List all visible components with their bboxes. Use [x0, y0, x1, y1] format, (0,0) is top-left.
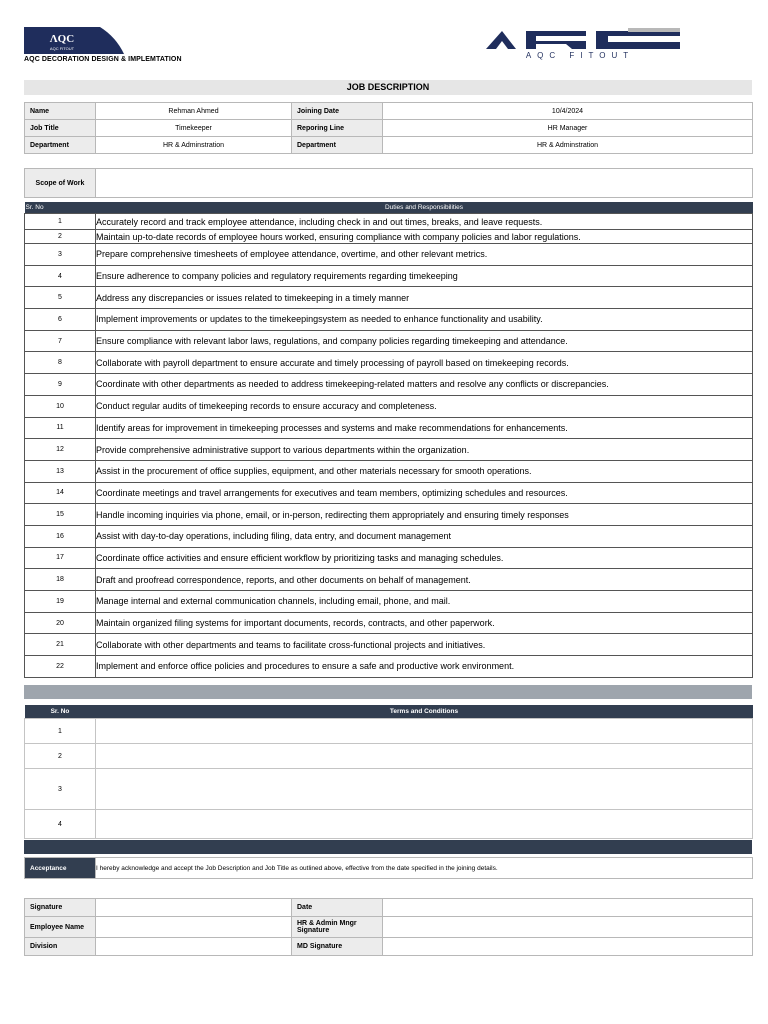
duty-number: 17: [25, 547, 96, 569]
duty-number: 5: [25, 287, 96, 309]
duty-text: Ensure compliance with relevant labor laws, regulations, and company policies regarding timekeeping and attendance.: [96, 330, 753, 352]
department-label: Department: [25, 137, 96, 154]
duty-text: Identify areas for improvement in timekeeping processes and systems and make recommendations for enhancements.: [96, 417, 753, 439]
terms-row-no: 3: [25, 769, 96, 810]
date-field[interactable]: [383, 899, 753, 917]
duty-row: [25, 504, 753, 526]
duty-text: Handle incoming inquiries via phone, email, or in-person, redirecting them appropriately and ensuring timely responses: [96, 504, 753, 526]
terms-row-text[interactable]: [96, 744, 753, 769]
acceptance-text: I hereby acknowledge and accept the Job Description and Job Title as outlined above, effective from the date specified in the joining details.: [96, 858, 753, 879]
scope-of-work-value: [96, 169, 753, 198]
duty-row: [25, 230, 753, 244]
duty-row: [25, 591, 753, 613]
duty-number: 10: [25, 395, 96, 417]
duty-number: 11: [25, 417, 96, 439]
duty-number: 7: [25, 330, 96, 352]
page-title: JOB DESCRIPTION: [24, 80, 752, 95]
duty-text: Coordinate with other departments as needed to address timekeeping-related matters and resolve any conflicts or discrepancies.: [96, 374, 753, 396]
company-name: AQC DECORATION DESIGN & IMPLEMTATION: [24, 56, 182, 63]
duty-number: 20: [25, 612, 96, 634]
duty-text: Draft and proofread correspondence, reports, and other documents on behalf of management.: [96, 569, 753, 591]
hr-admin-signature-field[interactable]: [383, 917, 753, 938]
duty-row: [25, 330, 753, 352]
svg-text:AQC FITOUT: AQC FITOUT: [49, 46, 75, 51]
duty-text: Provide comprehensive administrative support to various departments within the organization.: [96, 439, 753, 461]
duty-row: [25, 287, 753, 309]
duty-row: [25, 525, 753, 547]
duty-row: [25, 352, 753, 374]
duty-row: [25, 634, 753, 656]
terms-row-text[interactable]: [96, 810, 753, 839]
duty-text: Manage internal and external communication channels, including email, phone, and mail.: [96, 591, 753, 613]
hr-admin-signature-label: HR & Admin Mngr Signature: [292, 917, 383, 938]
duty-row: [25, 656, 753, 678]
duty-text: Conduct regular audits of timekeeping records to ensure accuracy and completeness.: [96, 395, 753, 417]
terms-row-no: 4: [25, 810, 96, 839]
duty-number: 16: [25, 525, 96, 547]
duty-row: [25, 417, 753, 439]
duty-text: Assist in the procurement of office supplies, equipment, and other materials necessary for smooth operations.: [96, 460, 753, 482]
employee-info-table: [24, 102, 753, 154]
job-title-label: Job Title: [25, 120, 96, 137]
terms-row-no: 2: [25, 744, 96, 769]
employee-name-field[interactable]: [96, 917, 292, 938]
duty-number: 21: [25, 634, 96, 656]
signature-label: Signature: [25, 899, 96, 917]
duty-number: 15: [25, 504, 96, 526]
terms-col-desc: Terms and Conditions: [96, 705, 753, 719]
duties-col-desc: Duties and Responsibilities: [96, 202, 753, 214]
duties-table: [24, 202, 753, 678]
duty-text: Accurately record and track employee attendance, including check in and out times, breaks, and leave requests.: [96, 214, 753, 230]
duty-number: 6: [25, 309, 96, 331]
section-divider: [24, 685, 752, 699]
terms-row-text[interactable]: [96, 719, 753, 744]
duty-row: [25, 265, 753, 287]
duty-text: Maintain organized filing systems for important documents, records, contracts, and other paperwork.: [96, 612, 753, 634]
division-label: Division: [25, 938, 96, 956]
duty-row: [25, 547, 753, 569]
duty-text: Ensure adherence to company policies and regulatory requirements regarding timekeeping: [96, 265, 753, 287]
date-label: Date: [292, 899, 383, 917]
section-divider-dark: [24, 840, 752, 854]
duty-text: Implement improvements or updates to the timekeepingsystem as needed to enhance functionality and usability.: [96, 309, 753, 331]
duty-number: 12: [25, 439, 96, 461]
terms-row-no: 1: [25, 719, 96, 744]
duty-row: [25, 460, 753, 482]
job-title-value: Timekeeper: [96, 120, 292, 137]
duty-row: [25, 569, 753, 591]
acceptance-label: Acceptance: [25, 858, 96, 879]
duty-row: [25, 244, 753, 266]
company-logo-right: [478, 28, 682, 60]
department-value: HR & Adminstration: [96, 137, 292, 154]
duty-number: 3: [25, 244, 96, 266]
signature-table: [24, 898, 753, 956]
duty-text: Prepare comprehensive timesheets of employee attendance, overtime, and other relevant metrics.: [96, 244, 753, 266]
duty-row: [25, 309, 753, 331]
terms-row-text[interactable]: [96, 769, 753, 810]
department-value-2: HR & Adminstration: [383, 137, 753, 154]
reporting-line-label: Reporing Line: [292, 120, 383, 137]
svg-text:ΛQC: ΛQC: [49, 33, 75, 45]
duty-row: [25, 374, 753, 396]
company-logo-left: [24, 27, 124, 54]
duty-number: 22: [25, 656, 96, 678]
duty-text: Address any discrepancies or issues related to timekeeping in a timely manner: [96, 287, 753, 309]
reporting-line-value: HR Manager: [383, 120, 753, 137]
acceptance-table: [24, 857, 753, 879]
duty-number: 14: [25, 482, 96, 504]
duty-number: 13: [25, 460, 96, 482]
duty-number: 8: [25, 352, 96, 374]
duty-text: Assist with day-to-day operations, including filing, data entry, and document management: [96, 525, 753, 547]
terms-table: [24, 705, 753, 839]
name-label: Name: [25, 103, 96, 120]
duty-row: [25, 214, 753, 230]
duty-text: Collaborate with other departments and teams to facilitate cross-functional projects and initiatives.: [96, 634, 753, 656]
scope-of-work-table: [24, 168, 753, 198]
duty-text: Coordinate office activities and ensure efficient workflow by prioritizing tasks and managing schedules.: [96, 547, 753, 569]
duty-number: 9: [25, 374, 96, 396]
name-value: Rehman Ahmed: [96, 103, 292, 120]
duty-number: 4: [25, 265, 96, 287]
duty-row: [25, 612, 753, 634]
duty-text: Implement and enforce office policies and procedures to ensure a safe and productive work environment.: [96, 656, 753, 678]
scope-of-work-label: Scope of Work: [25, 169, 96, 198]
logo-right-text: AQC FITOUT: [525, 51, 635, 60]
duties-col-no: Sr. No: [25, 202, 96, 214]
division-field[interactable]: [96, 938, 292, 956]
department-label-2: Department: [292, 137, 383, 154]
md-signature-field[interactable]: [383, 938, 753, 956]
signature-field[interactable]: [96, 899, 292, 917]
duty-text: Collaborate with payroll department to ensure accurate and timely processing of payroll based on timekeeping records.: [96, 352, 753, 374]
duty-text: Maintain up-to-date records of employee hours worked, ensuring compliance with company policies and labor regulations.: [96, 230, 753, 244]
duty-row: [25, 439, 753, 461]
employee-name-label: Employee Name: [25, 917, 96, 938]
duty-number: 2: [25, 230, 96, 244]
duty-row: [25, 482, 753, 504]
md-signature-label: MD Signature: [292, 938, 383, 956]
joining-date-label: Joining Date: [292, 103, 383, 120]
joining-date-value: 10/4/2024: [383, 103, 753, 120]
duty-text: Coordinate meetings and travel arrangements for executives and team members, optimizing schedules and resources.: [96, 482, 753, 504]
duty-number: 1: [25, 214, 96, 230]
duty-number: 19: [25, 591, 96, 613]
terms-col-no: Sr. No: [25, 705, 96, 719]
duty-number: 18: [25, 569, 96, 591]
duty-row: [25, 395, 753, 417]
